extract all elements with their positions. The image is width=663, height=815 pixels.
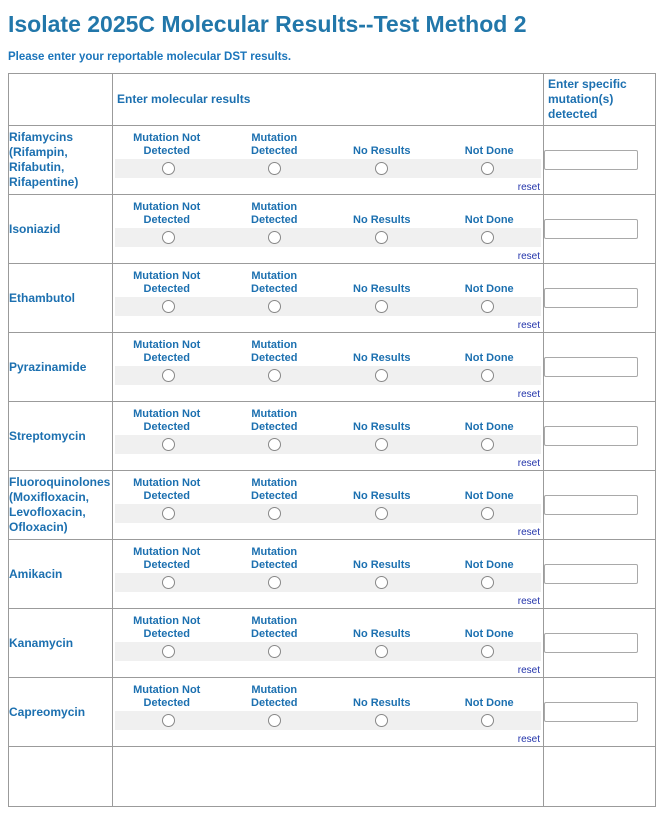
reset-line bbox=[113, 592, 543, 608]
table-continuation bbox=[9, 747, 656, 807]
radio-band bbox=[115, 711, 541, 730]
radio-mutation-detected[interactable] bbox=[268, 231, 281, 244]
option-label: Mutation Not Detected bbox=[133, 684, 201, 709]
mutation-input[interactable] bbox=[544, 150, 638, 170]
radio-mutation-not-detected[interactable] bbox=[162, 507, 175, 520]
option-label: No Results bbox=[353, 421, 411, 433]
table-row bbox=[9, 678, 656, 747]
option-label: No Results bbox=[353, 283, 411, 295]
header-drug-column bbox=[9, 74, 113, 126]
option-labels bbox=[113, 471, 543, 503]
radio-not-done[interactable] bbox=[481, 231, 494, 244]
drug-name: Rifamycins (Rifampin, Rifabutin, Rifapentine) bbox=[9, 126, 113, 195]
reset-link[interactable]: reset bbox=[517, 182, 540, 193]
molecular-result-options-cell bbox=[113, 402, 544, 471]
reset-link[interactable]: reset bbox=[517, 734, 540, 745]
option-labels bbox=[113, 402, 543, 434]
radio-mutation-not-detected[interactable] bbox=[162, 576, 175, 589]
option-label: Mutation Not Detected bbox=[133, 408, 201, 433]
radio-not-done[interactable] bbox=[481, 576, 494, 589]
radio-band bbox=[115, 228, 541, 247]
radio-no-results[interactable] bbox=[375, 369, 388, 382]
drug-name: Pyrazinamide bbox=[9, 333, 113, 402]
mutation-cell bbox=[544, 264, 656, 333]
option-label: Mutation Detected bbox=[251, 201, 298, 226]
option-labels bbox=[113, 609, 543, 641]
option-labels bbox=[113, 264, 543, 296]
option-label: Not Done bbox=[464, 145, 514, 157]
radio-no-results[interactable] bbox=[375, 162, 388, 175]
option-label: No Results bbox=[353, 559, 411, 571]
radio-no-results[interactable] bbox=[375, 231, 388, 244]
option-labels bbox=[113, 678, 543, 710]
table-header bbox=[9, 74, 656, 126]
radio-band bbox=[115, 504, 541, 523]
radio-not-done[interactable] bbox=[481, 162, 494, 175]
molecular-result-options-cell bbox=[113, 609, 544, 678]
option-label: Mutation Not Detected bbox=[133, 477, 201, 502]
radio-mutation-detected[interactable] bbox=[268, 162, 281, 175]
table-row bbox=[9, 195, 656, 264]
drug-name: Ethambutol bbox=[9, 264, 113, 333]
mutation-cell bbox=[544, 471, 656, 540]
reset-line bbox=[113, 178, 543, 194]
mutation-cell bbox=[544, 402, 656, 471]
radio-mutation-detected[interactable] bbox=[268, 300, 281, 313]
drug-name: Capreomycin bbox=[9, 678, 113, 747]
partial-drug-cell bbox=[9, 747, 113, 807]
radio-mutation-not-detected[interactable] bbox=[162, 369, 175, 382]
drug-name: Isoniazid bbox=[9, 195, 113, 264]
option-label: No Results bbox=[353, 352, 411, 364]
reset-line bbox=[113, 730, 543, 746]
reset-line bbox=[113, 523, 543, 539]
option-label: Mutation Detected bbox=[251, 339, 298, 364]
radio-no-results[interactable] bbox=[375, 645, 388, 658]
reset-link[interactable]: reset bbox=[517, 458, 540, 469]
molecular-results-table bbox=[8, 73, 656, 807]
radio-band bbox=[115, 159, 541, 178]
mutation-input[interactable] bbox=[544, 633, 638, 653]
radio-mutation-not-detected[interactable] bbox=[162, 231, 175, 244]
mutation-input[interactable] bbox=[544, 495, 638, 515]
partial-opts-cell bbox=[113, 747, 544, 807]
results-table-body bbox=[9, 126, 656, 747]
radio-mutation-detected[interactable] bbox=[268, 645, 281, 658]
radio-not-done[interactable] bbox=[481, 300, 494, 313]
mutation-input[interactable] bbox=[544, 426, 638, 446]
table-row-partial bbox=[9, 747, 656, 807]
table-row bbox=[9, 333, 656, 402]
mutation-input[interactable] bbox=[544, 357, 638, 377]
radio-mutation-detected[interactable] bbox=[268, 714, 281, 727]
radio-mutation-not-detected[interactable] bbox=[162, 714, 175, 727]
option-label: No Results bbox=[353, 145, 411, 157]
molecular-result-options-cell bbox=[113, 126, 544, 195]
radio-not-done[interactable] bbox=[481, 507, 494, 520]
table-header-row bbox=[9, 74, 656, 126]
drug-name: Fluoroquinolones (Moxifloxacin, Levofloxacin, Ofloxacin) bbox=[9, 471, 113, 540]
radio-no-results[interactable] bbox=[375, 507, 388, 520]
radio-mutation-not-detected[interactable] bbox=[162, 645, 175, 658]
table-row bbox=[9, 126, 656, 195]
reset-link[interactable]: reset bbox=[517, 320, 540, 331]
radio-band bbox=[115, 297, 541, 316]
radio-mutation-not-detected[interactable] bbox=[162, 300, 175, 313]
mutation-cell bbox=[544, 678, 656, 747]
header-results-column: Enter molecular results bbox=[113, 74, 544, 126]
header-mutation-column: Enter specific mutation(s) detected bbox=[544, 74, 656, 126]
option-label: Not Done bbox=[464, 283, 514, 295]
radio-not-done[interactable] bbox=[481, 438, 494, 451]
molecular-result-options-cell bbox=[113, 471, 544, 540]
radio-band bbox=[115, 573, 541, 592]
table-row bbox=[9, 264, 656, 333]
mutation-input[interactable] bbox=[544, 288, 638, 308]
option-label: No Results bbox=[353, 214, 411, 226]
option-label: Not Done bbox=[464, 421, 514, 433]
mutation-input[interactable] bbox=[544, 702, 638, 722]
instructions-text: Please enter your reportable molecular DST results. bbox=[8, 51, 292, 63]
option-label: No Results bbox=[353, 697, 411, 709]
option-label: Mutation Detected bbox=[251, 132, 298, 157]
option-label: Not Done bbox=[464, 697, 514, 709]
molecular-result-options-cell bbox=[113, 195, 544, 264]
reset-link[interactable]: reset bbox=[517, 251, 540, 262]
option-label: Mutation Not Detected bbox=[133, 201, 201, 226]
partial-mutation-cell bbox=[544, 747, 656, 807]
radio-mutation-detected[interactable] bbox=[268, 369, 281, 382]
page-title: Isolate 2025C Molecular Results--Test Method 2 bbox=[8, 11, 527, 37]
option-labels bbox=[113, 540, 543, 572]
option-label: Mutation Detected bbox=[251, 408, 298, 433]
mutation-input[interactable] bbox=[544, 564, 638, 584]
radio-no-results[interactable] bbox=[375, 438, 388, 451]
reset-line bbox=[113, 454, 543, 470]
option-label: Mutation Not Detected bbox=[133, 270, 201, 295]
radio-no-results[interactable] bbox=[375, 576, 388, 589]
radio-mutation-detected[interactable] bbox=[268, 507, 281, 520]
option-label: Mutation Detected bbox=[251, 546, 298, 571]
option-label: Not Done bbox=[464, 559, 514, 571]
option-label: Mutation Detected bbox=[251, 684, 298, 709]
molecular-result-options-cell bbox=[113, 333, 544, 402]
option-label: Not Done bbox=[464, 352, 514, 364]
option-labels bbox=[113, 333, 543, 365]
option-label: Mutation Detected bbox=[251, 615, 298, 640]
mutation-input[interactable] bbox=[544, 219, 638, 239]
option-label: Not Done bbox=[464, 214, 514, 226]
option-label: Not Done bbox=[464, 628, 514, 640]
radio-not-done[interactable] bbox=[481, 645, 494, 658]
option-label: Mutation Not Detected bbox=[133, 615, 201, 640]
mutation-cell bbox=[544, 126, 656, 195]
molecular-result-options-cell bbox=[113, 678, 544, 747]
radio-no-results[interactable] bbox=[375, 714, 388, 727]
table-row bbox=[9, 402, 656, 471]
reset-link[interactable]: reset bbox=[517, 389, 540, 400]
reset-line bbox=[113, 385, 543, 401]
radio-no-results[interactable] bbox=[375, 300, 388, 313]
molecular-result-options-cell bbox=[113, 264, 544, 333]
radio-mutation-detected[interactable] bbox=[268, 438, 281, 451]
drug-name: Streptomycin bbox=[9, 402, 113, 471]
mutation-cell bbox=[544, 333, 656, 402]
radio-mutation-not-detected[interactable] bbox=[162, 162, 175, 175]
option-label: Mutation Not Detected bbox=[133, 339, 201, 364]
mutation-cell bbox=[544, 540, 656, 609]
radio-band bbox=[115, 366, 541, 385]
reset-link[interactable]: reset bbox=[517, 527, 540, 538]
option-label: Mutation Detected bbox=[251, 270, 298, 295]
table-row bbox=[9, 471, 656, 540]
reset-link[interactable]: reset bbox=[517, 665, 540, 676]
drug-name: Amikacin bbox=[9, 540, 113, 609]
drug-name: Kanamycin bbox=[9, 609, 113, 678]
radio-not-done[interactable] bbox=[481, 369, 494, 382]
option-labels bbox=[113, 126, 543, 158]
reset-line bbox=[113, 316, 543, 332]
radio-mutation-not-detected[interactable] bbox=[162, 438, 175, 451]
reset-link[interactable]: reset bbox=[517, 596, 540, 607]
reset-line bbox=[113, 247, 543, 263]
molecular-result-options-cell bbox=[113, 540, 544, 609]
radio-mutation-detected[interactable] bbox=[268, 576, 281, 589]
reset-line bbox=[113, 661, 543, 677]
radio-band bbox=[115, 435, 541, 454]
option-label: Mutation Not Detected bbox=[133, 132, 201, 157]
option-label: Mutation Detected bbox=[251, 477, 298, 502]
radio-band bbox=[115, 642, 541, 661]
option-label: Not Done bbox=[464, 490, 514, 502]
table-row bbox=[9, 609, 656, 678]
option-label: Mutation Not Detected bbox=[133, 546, 201, 571]
table-row bbox=[9, 540, 656, 609]
option-label: No Results bbox=[353, 490, 411, 502]
radio-not-done[interactable] bbox=[481, 714, 494, 727]
mutation-cell bbox=[544, 609, 656, 678]
option-labels bbox=[113, 195, 543, 227]
mutation-cell bbox=[544, 195, 656, 264]
option-label: No Results bbox=[353, 628, 411, 640]
